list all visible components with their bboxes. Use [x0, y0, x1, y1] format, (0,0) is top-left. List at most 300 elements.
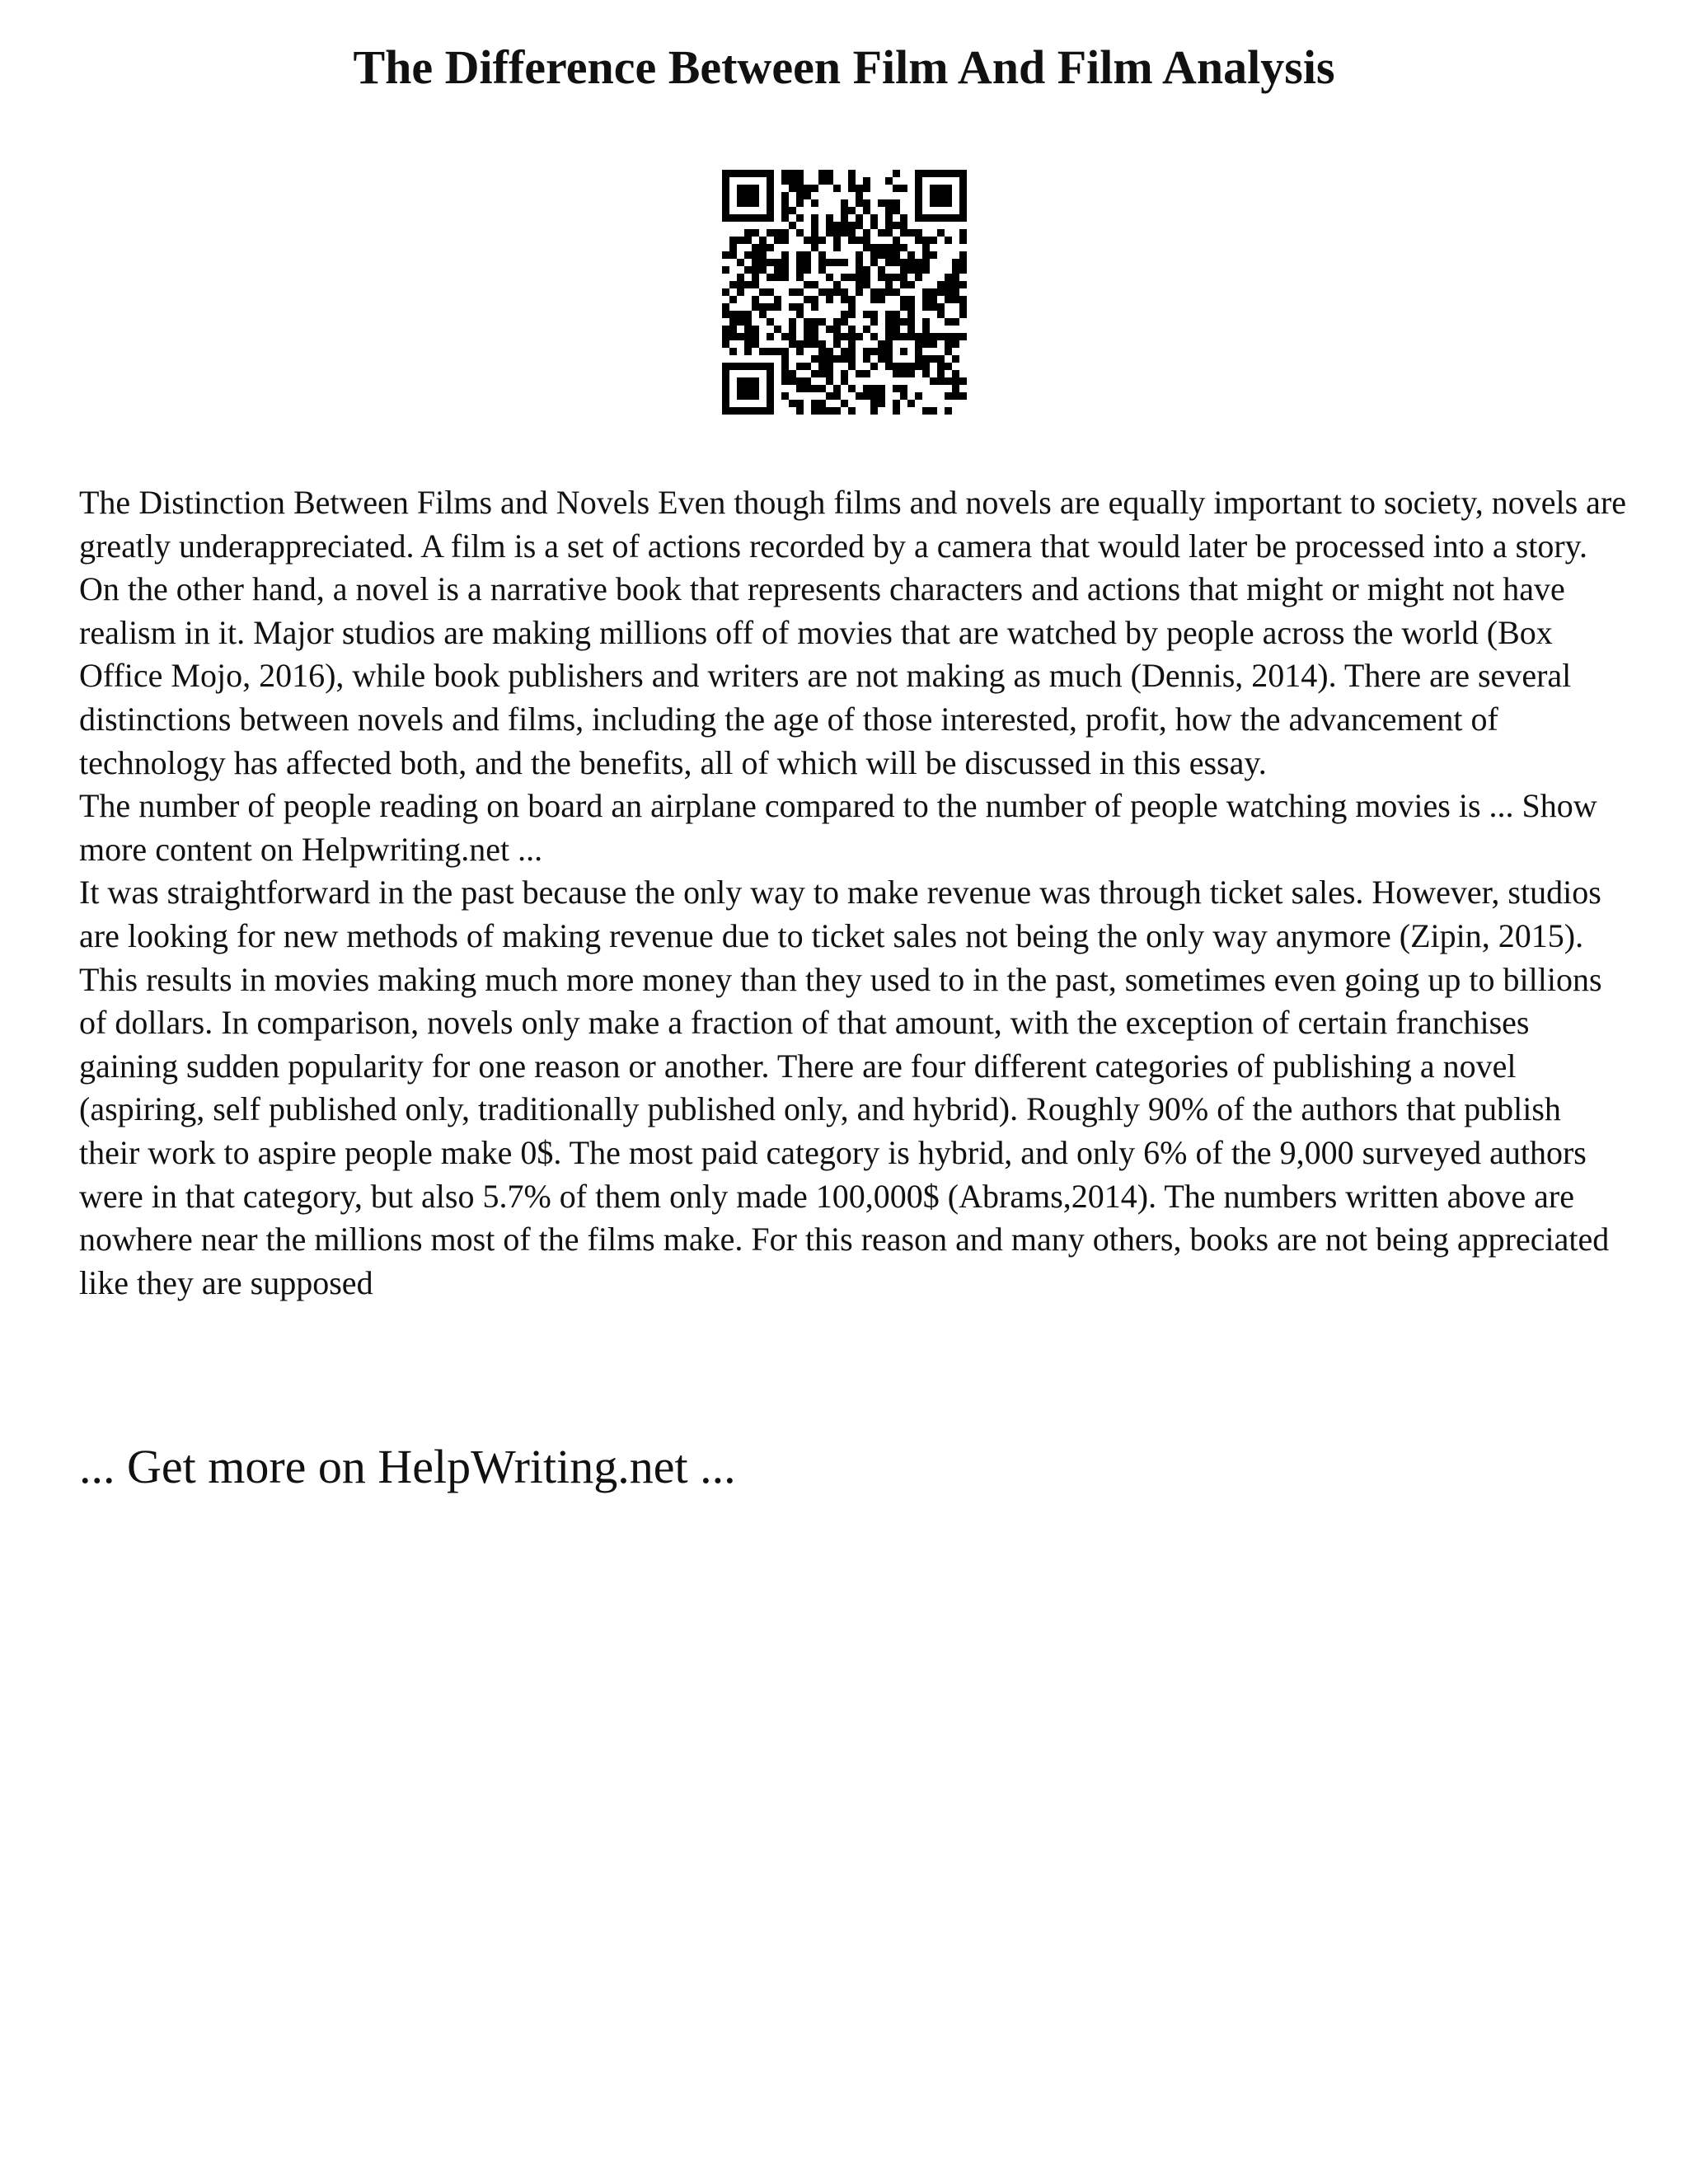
qr-module [900, 274, 907, 281]
qr-module [945, 192, 952, 199]
qr-module [848, 348, 856, 355]
qr-module [945, 363, 952, 370]
qr-module [945, 288, 952, 296]
qr-module [870, 392, 878, 400]
qr-module [811, 400, 818, 407]
qr-module [737, 192, 744, 199]
qr-module [885, 229, 893, 237]
qr-module [878, 274, 885, 281]
qr-module [945, 392, 952, 400]
qr-module [922, 333, 930, 340]
qr-module [744, 311, 752, 318]
qr-module [893, 207, 900, 214]
qr-module [945, 170, 952, 177]
qr-module [945, 333, 952, 340]
qr-module [826, 222, 833, 229]
qr-module [781, 214, 789, 222]
qr-module [863, 326, 870, 333]
qr-module [863, 385, 870, 392]
qr-module [767, 385, 774, 392]
qr-module [722, 251, 729, 259]
qr-module [737, 311, 744, 318]
qr-module [804, 251, 811, 259]
qr-module [781, 392, 789, 400]
qr-module [752, 392, 759, 400]
qr-module [907, 259, 915, 266]
qr-module [789, 288, 796, 296]
qr-module [893, 274, 900, 281]
qr-module [870, 348, 878, 355]
qr-module [893, 170, 900, 177]
qr-module [952, 370, 959, 377]
qr-module [796, 199, 804, 207]
qr-module [737, 281, 744, 288]
qr-module [818, 400, 826, 407]
qr-module [922, 296, 930, 303]
qr-module [752, 192, 759, 199]
qr-module [722, 214, 729, 222]
qr-module [848, 407, 856, 415]
qr-module [804, 259, 811, 266]
qr-module [878, 400, 885, 407]
qr-module [729, 170, 737, 177]
qr-module [878, 288, 885, 296]
qr-module [804, 266, 811, 274]
qr-module [737, 199, 744, 207]
qr-module [781, 237, 789, 244]
qr-module [796, 348, 804, 355]
qr-module [796, 229, 804, 237]
qr-module [900, 281, 907, 288]
qr-module [937, 370, 945, 377]
qr-module [930, 199, 937, 207]
qr-module [774, 348, 781, 355]
qr-module [796, 303, 804, 311]
qr-module [826, 377, 833, 385]
qr-module [945, 281, 952, 288]
qr-module [930, 192, 937, 199]
qr-module [915, 392, 922, 400]
qr-module [952, 392, 959, 400]
qr-module [722, 385, 729, 392]
qr-module [863, 311, 870, 318]
qr-module [767, 192, 774, 199]
qr-module [744, 185, 752, 192]
qr-module [722, 185, 729, 192]
qr-module [744, 281, 752, 288]
qr-module [945, 237, 952, 244]
qr-module [863, 229, 870, 237]
qr-module [767, 170, 774, 177]
qr-module [833, 185, 841, 192]
qr-module [959, 185, 967, 192]
qr-module [818, 370, 826, 377]
qr-module [737, 333, 744, 340]
qr-module [752, 214, 759, 222]
qr-module [767, 177, 774, 185]
qr-module [856, 333, 863, 340]
qr-module [767, 392, 774, 400]
qr-module [915, 199, 922, 207]
qr-module [826, 259, 833, 266]
qr-module [759, 251, 767, 259]
qr-module [856, 274, 863, 281]
qr-module [885, 326, 893, 333]
qr-module [722, 333, 729, 340]
qr-module [848, 363, 856, 370]
qr-module [885, 348, 893, 355]
qr-module [722, 199, 729, 207]
qr-module [907, 400, 915, 407]
qr-module [870, 214, 878, 222]
qr-module [722, 288, 729, 296]
qr-module [893, 400, 900, 407]
qr-module [878, 385, 885, 392]
qr-module [811, 318, 818, 326]
qr-module [893, 185, 900, 192]
qr-module [796, 288, 804, 296]
qr-module [767, 407, 774, 415]
qr-module [900, 222, 907, 229]
qr-module [907, 266, 915, 274]
qr-module [922, 363, 930, 370]
qr-module [737, 318, 744, 326]
qr-module [841, 207, 848, 214]
qr-module [752, 170, 759, 177]
qr-module [959, 214, 967, 222]
qr-module [870, 288, 878, 296]
qr-module [893, 251, 900, 259]
qr-module [863, 207, 870, 214]
qr-module [915, 214, 922, 222]
qr-module [878, 244, 885, 251]
qr-module [826, 392, 833, 400]
qr-module [930, 355, 937, 363]
qr-module [767, 370, 774, 377]
qr-module [833, 340, 841, 348]
qr-module [937, 229, 945, 237]
qr-module [744, 385, 752, 392]
qr-module [959, 333, 967, 340]
qr-module [907, 296, 915, 303]
qr-module [826, 296, 833, 303]
qr-module [781, 274, 789, 281]
qr-module [722, 192, 729, 199]
qr-module [922, 288, 930, 296]
qr-module [915, 170, 922, 177]
qr-module [744, 192, 752, 199]
qr-module [804, 281, 811, 288]
qr-module [915, 185, 922, 192]
qr-module [781, 348, 789, 355]
qr-module [818, 385, 826, 392]
qr-module [930, 296, 937, 303]
qr-module [722, 303, 729, 311]
qr-module [878, 355, 885, 363]
qr-module [856, 185, 863, 192]
qr-module [915, 363, 922, 370]
qr-module [767, 207, 774, 214]
qr-module [818, 340, 826, 348]
qr-module [759, 266, 767, 274]
qr-module [796, 266, 804, 274]
qr-module [752, 326, 759, 333]
qr-module [811, 214, 818, 222]
qr-module [833, 237, 841, 244]
qr-module [952, 340, 959, 348]
qr-module [915, 333, 922, 340]
qr-module [885, 259, 893, 266]
qr-module [959, 296, 967, 303]
qr-module [841, 311, 848, 318]
qr-module [922, 303, 930, 311]
qr-module [930, 377, 937, 385]
qr-module [878, 348, 885, 355]
qr-module [722, 311, 729, 318]
qr-module [848, 229, 856, 237]
qr-module [804, 326, 811, 333]
qr-module [848, 385, 856, 392]
qr-module [856, 199, 863, 207]
qr-module [826, 229, 833, 237]
qr-module [856, 237, 863, 244]
qr-module [841, 229, 848, 237]
qr-module [744, 333, 752, 340]
qr-module [893, 237, 900, 244]
qr-module [796, 377, 804, 385]
qr-module [781, 363, 789, 370]
qr-code-icon [722, 170, 967, 415]
qr-module [856, 266, 863, 274]
qr-module [922, 370, 930, 377]
qr-module [729, 348, 737, 355]
qr-module [796, 340, 804, 348]
qr-module [811, 407, 818, 415]
qr-module [796, 385, 804, 392]
qr-module [759, 170, 767, 177]
qr-module [722, 363, 729, 370]
qr-module [841, 400, 848, 407]
qr-module [959, 199, 967, 207]
qr-module [811, 370, 818, 377]
qr-module [863, 199, 870, 207]
qr-module [737, 385, 744, 392]
qr-module [878, 251, 885, 259]
qr-module [900, 318, 907, 326]
qr-module [907, 333, 915, 340]
qr-module [841, 296, 848, 303]
qr-module [841, 259, 848, 266]
qr-module [937, 170, 945, 177]
qr-module [856, 222, 863, 229]
qr-module [729, 407, 737, 415]
qr-module [789, 377, 796, 385]
qr-module [870, 244, 878, 251]
qr-module [781, 266, 789, 274]
qr-module [959, 303, 967, 311]
qr-module [930, 333, 937, 340]
qr-module [915, 177, 922, 185]
qr-module [959, 377, 967, 385]
qr-module [826, 326, 833, 333]
qr-module [767, 333, 774, 340]
qr-module [907, 326, 915, 333]
qr-module [922, 266, 930, 274]
qr-module [863, 348, 870, 355]
qr-module [781, 377, 789, 385]
qr-module [752, 185, 759, 192]
qr-module [796, 407, 804, 415]
qr-module [781, 207, 789, 214]
qr-module [759, 288, 767, 296]
qr-module [863, 177, 870, 185]
qr-module [885, 214, 893, 222]
qr-module [804, 192, 811, 199]
qr-module [900, 385, 907, 392]
qr-module [774, 266, 781, 274]
qr-module [915, 348, 922, 355]
qr-module [952, 170, 959, 177]
qr-module [945, 274, 952, 281]
qr-module [893, 326, 900, 333]
qr-module [922, 170, 930, 177]
qr-module [781, 192, 789, 199]
qr-module [826, 407, 833, 415]
qr-module [959, 177, 967, 185]
qr-module [833, 333, 841, 340]
qr-module [759, 237, 767, 244]
qr-module [767, 185, 774, 192]
qr-module [833, 407, 841, 415]
qr-module [833, 288, 841, 296]
qr-module [900, 333, 907, 340]
qr-module [729, 326, 737, 333]
qr-module [818, 177, 826, 185]
qr-module [752, 385, 759, 392]
qr-module [915, 229, 922, 237]
qr-module [759, 244, 767, 251]
qr-module [774, 229, 781, 237]
qr-module [737, 214, 744, 222]
qr-module [907, 311, 915, 318]
qr-module [959, 229, 967, 237]
qr-module [915, 340, 922, 348]
qr-module [893, 318, 900, 326]
qr-module [796, 311, 804, 318]
qr-module [841, 288, 848, 296]
qr-module [744, 266, 752, 274]
qr-module [826, 170, 833, 177]
qr-module [893, 288, 900, 296]
qr-module [848, 237, 856, 244]
qr-module [826, 348, 833, 355]
qr-module [744, 392, 752, 400]
qr-module [796, 363, 804, 370]
qr-module [915, 207, 922, 214]
qr-module [856, 392, 863, 400]
qr-module [811, 355, 818, 363]
qr-module [752, 407, 759, 415]
qr-module [752, 229, 759, 237]
qr-module [900, 259, 907, 266]
paragraph-revenue: It was straightforward in the past because the only way to make revenue was through ticket sales. However, studios are looking for new methods of making revenue due to ticket sales not being the only way anymore (Zipin, 2015). This results in movies making much more money than they used to in the past, sometimes even going up to billions of dollars. In comparison, novels only make a fraction of that amount, with the exception of certain franchises gaining sudden popularity for one reason or another. There are four different categories of publishing a novel (aspiring, self published only, traditionally published only, and hybrid). Roughly 90% of the authors that publish their work to aspire people make 0$. The most paid category is hybrid, and only 6% of the 9,000 surveyed authors were in that category, but also 5.7% of them only made 100,000$ (Abrams,2014). The numbers written above are nowhere near the millions most of the films make. For this reason and many others, books are not being appreciated like they are supposed [79, 874, 1610, 1301]
qr-module [952, 377, 959, 385]
qr-module [744, 251, 752, 259]
qr-module [767, 318, 774, 326]
qr-module [848, 326, 856, 333]
qr-module [959, 311, 967, 318]
qr-module [893, 370, 900, 377]
qr-module [818, 237, 826, 244]
qr-module [818, 318, 826, 326]
qr-module [796, 170, 804, 177]
qr-module [900, 296, 907, 303]
qr-module [804, 237, 811, 244]
qr-module [744, 340, 752, 348]
qr-module [752, 199, 759, 207]
qr-module [878, 340, 885, 348]
qr-module [870, 333, 878, 340]
qr-module [804, 363, 811, 370]
qr-module [729, 363, 737, 370]
qr-module [729, 281, 737, 288]
document-body [79, 481, 1629, 1305]
qr-module [811, 296, 818, 303]
qr-module [818, 348, 826, 355]
qr-module [959, 192, 967, 199]
qr-module [937, 333, 945, 340]
qr-module [893, 244, 900, 251]
qr-module [952, 385, 959, 392]
qr-module [945, 318, 952, 326]
qr-module [781, 370, 789, 377]
qr-module [744, 407, 752, 415]
qr-module [945, 185, 952, 192]
qr-module [937, 377, 945, 385]
qr-module [870, 363, 878, 370]
qr-module [781, 199, 789, 207]
qr-module [767, 288, 774, 296]
qr-module [804, 333, 811, 340]
qr-module [744, 326, 752, 333]
qr-module [893, 363, 900, 370]
qr-module [826, 288, 833, 296]
qr-module [922, 214, 930, 222]
qr-module [856, 370, 863, 377]
qr-module [796, 185, 804, 192]
qr-module [885, 244, 893, 251]
qr-module [789, 340, 796, 348]
qr-module [952, 296, 959, 303]
qr-module [841, 348, 848, 355]
qr-module [878, 392, 885, 400]
qr-module [907, 303, 915, 311]
qr-module [826, 355, 833, 363]
qr-module [818, 407, 826, 415]
qr-module [789, 326, 796, 333]
qr-module [945, 407, 952, 415]
qr-module [848, 274, 856, 281]
qr-module [767, 244, 774, 251]
qr-module [863, 244, 870, 251]
qr-module [885, 177, 893, 185]
get-more-link[interactable]: ... Get more on HelpWriting.net ... [79, 1440, 736, 1493]
qr-module [722, 207, 729, 214]
qr-module [781, 333, 789, 340]
qr-module [811, 333, 818, 340]
qr-module [811, 385, 818, 392]
qr-module [729, 244, 737, 251]
